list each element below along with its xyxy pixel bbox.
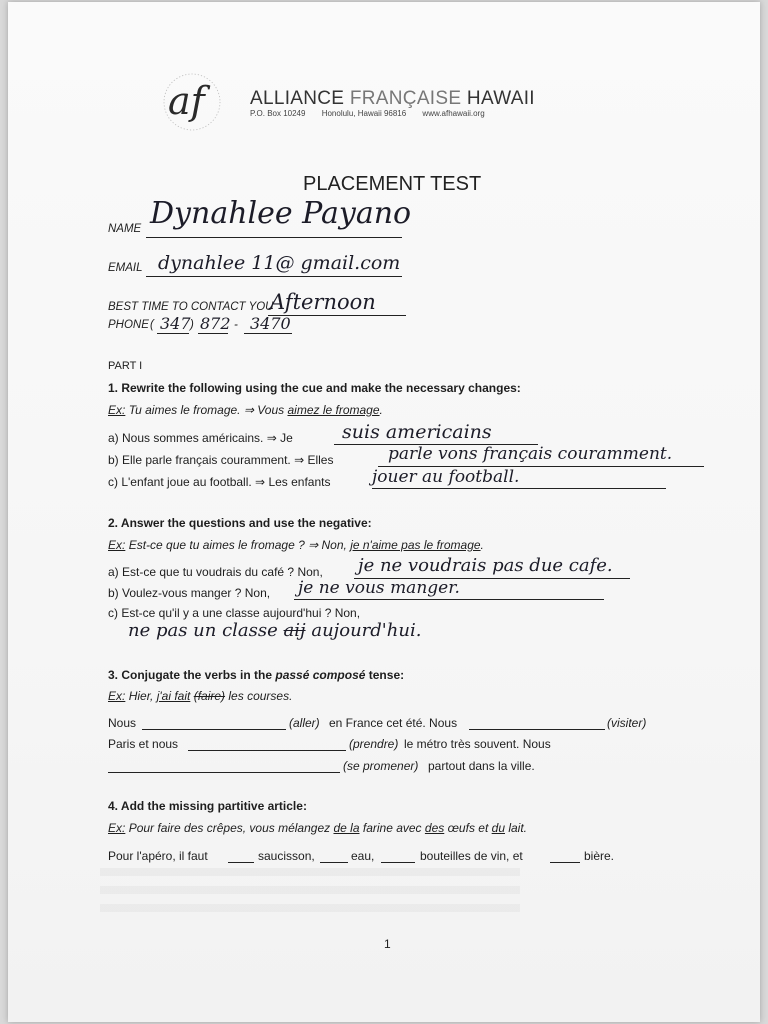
phone-label: PHONE: [108, 319, 149, 331]
part-label: PART I: [108, 360, 143, 372]
q4-example-label: Ex:: [108, 821, 126, 835]
q3-example-label: Ex:: [108, 689, 126, 703]
phone-line-field[interactable]: 3470: [250, 314, 291, 333]
q2a-answer[interactable]: je ne voudrais pas due cafe.: [358, 555, 613, 576]
q4-example-answer1: de la: [333, 821, 360, 835]
q1c-answer[interactable]: jouer au football.: [372, 467, 520, 487]
q3-blank-se-promener[interactable]: [108, 772, 340, 773]
q4-example-text2: farine avec: [362, 821, 422, 835]
name-label: NAME: [108, 223, 142, 235]
phone-line-underline: [244, 333, 292, 334]
q4-word-bouteilles: bouteilles de vin, et: [420, 849, 523, 863]
q1c-prompt: c) L'enfant joue au football. ⇒ Les enfants: [108, 475, 331, 489]
q4-blank-1[interactable]: [228, 862, 254, 863]
q2c-answer-part2: aujourd'hui.: [311, 620, 422, 641]
q2b-underline: [294, 599, 604, 600]
phone-prefix-field[interactable]: 872: [200, 314, 231, 333]
org-name-hawaii: HAWAII: [466, 88, 535, 109]
q3-cue-prendre: (prendre): [349, 737, 399, 751]
name-underline: [146, 237, 402, 238]
q3-example-text1: Hier,: [128, 689, 154, 703]
q3-line2-start: Paris et nous: [108, 737, 179, 751]
q3-line1-text: en France cet été. Nous: [329, 716, 458, 730]
address-website: www.afhawaii.org: [422, 109, 485, 118]
q3-blank-visiter[interactable]: [469, 729, 605, 730]
phone-dash: -: [234, 319, 238, 331]
q2-example: [108, 538, 484, 552]
q4-example-text4: lait.: [508, 821, 528, 835]
q3-heading: [108, 668, 404, 682]
q3-blank-aller[interactable]: [142, 729, 286, 730]
q3-blank-prendre[interactable]: [188, 750, 346, 751]
q3-line3-text: partout dans la ville.: [428, 759, 535, 773]
q2-example-end: .: [480, 538, 484, 552]
q1-example-text: Tu aimes le fromage. ⇒ Vous: [128, 403, 285, 417]
phone-open-paren: (: [150, 319, 154, 331]
organization-name: [250, 88, 535, 110]
phone-prefix-underline: [198, 333, 228, 334]
q4-line1-start: Pour l'apéro, il faut: [108, 849, 208, 863]
q4-word-saucisson: saucisson,: [258, 849, 315, 863]
organization-address: [250, 109, 499, 118]
q3-line1-nous: Nous: [108, 716, 137, 730]
phone-close-paren: ): [190, 319, 194, 331]
best-time-label: BEST TIME TO CONTACT YOU: [108, 301, 274, 313]
q1-example-end: .: [379, 403, 383, 417]
q4-example: [108, 821, 527, 835]
q4-word-biere: bière.: [584, 849, 615, 863]
q4-word-eau: eau,: [351, 849, 375, 863]
q3-heading-text: 3. Conjugate the verbs in the: [108, 668, 273, 682]
q2b-prompt: b) Voulez-vous manger ? Non,: [108, 586, 271, 600]
q1-example: [108, 403, 383, 417]
q3-example-struck: (faire): [193, 689, 226, 703]
q2c-answer-part1: ne pas un classe: [128, 620, 278, 641]
q2-example-text: Est-ce que tu aimes le fromage ? ⇒ Non,: [128, 538, 347, 552]
q3-heading-end: tense:: [368, 668, 405, 682]
page-number: 1: [384, 937, 391, 951]
q2-example-label: Ex:: [108, 538, 126, 552]
q3-cue-visiter: (visiter): [607, 716, 647, 730]
q4-blank-2[interactable]: [320, 862, 348, 863]
best-time-field[interactable]: Afternoon: [270, 290, 376, 314]
q3-example-answer: j'ai fait: [156, 689, 191, 703]
q3-heading-tense: passé composé: [275, 668, 366, 682]
q1c-underline: [372, 488, 666, 489]
q1a-answer[interactable]: suis americains: [342, 421, 492, 443]
q2b-answer[interactable]: je ne vous manger.: [298, 578, 460, 598]
q4-example-text1: Pour faire des crêpes, vous mélangez: [128, 821, 331, 835]
email-field[interactable]: dynahlee 11@ gmail.com: [158, 252, 401, 274]
q3-line2-text: le métro très souvent. Nous: [404, 737, 551, 751]
q2a-prompt: a) Est-ce que tu voudrais du café ? Non,: [108, 565, 323, 579]
logo-text: af: [168, 79, 205, 123]
q1-example-label: Ex:: [108, 403, 126, 417]
q1b-prompt: b) Elle parle français couramment. ⇒ Elles: [108, 453, 334, 467]
alliance-francaise-logo: [158, 66, 230, 138]
page-title: PLACEMENT TEST: [303, 173, 482, 195]
bleed-through-shadow: [100, 868, 520, 918]
email-underline: [146, 276, 402, 277]
q1-heading: 1. Rewrite the following using the cue and make the necessary changes:: [108, 381, 521, 395]
q4-blank-3[interactable]: [381, 862, 415, 863]
q4-example-answer2: des: [424, 821, 445, 835]
q4-heading: 4. Add the missing partitive article:: [108, 799, 307, 813]
q2-heading: 2. Answer the questions and use the negative:: [108, 516, 372, 530]
q1a-prompt: a) Nous sommes américains. ⇒ Je: [108, 431, 293, 445]
phone-area-underline: [157, 333, 189, 334]
q4-example-text3: œufs et: [447, 821, 489, 835]
q4-blank-4[interactable]: [550, 862, 580, 863]
org-name-francaise: FRANÇAISE: [349, 88, 462, 109]
email-label: EMAIL: [108, 262, 143, 274]
q3-example-text2: les courses.: [228, 689, 293, 703]
q2-example-answer: je n'aime pas le fromage: [350, 538, 481, 552]
address-city: Honolulu, Hawaii 96816: [321, 109, 407, 118]
q1-example-answer: aimez le fromage: [287, 403, 380, 417]
org-name-alliance: ALLIANCE: [250, 88, 345, 109]
q3-cue-aller: (aller): [289, 716, 320, 730]
q3-cue-se-promener: (se promener): [343, 759, 419, 773]
q2c-prompt: c) Est-ce qu'il y a une classe aujourd'hui ? Non,: [108, 606, 361, 620]
q3-example: [108, 689, 292, 703]
phone-area-field[interactable]: 347: [160, 314, 191, 333]
q1b-answer[interactable]: parle vons français couramment.: [388, 444, 673, 464]
q4-example-answer3: du: [491, 821, 505, 835]
q2c-answer-struck: aij: [283, 620, 306, 641]
address-po-box: P.O. Box 10249: [250, 109, 306, 118]
q2c-answer[interactable]: [128, 620, 421, 641]
name-field[interactable]: Dynahlee Payano: [150, 196, 412, 231]
